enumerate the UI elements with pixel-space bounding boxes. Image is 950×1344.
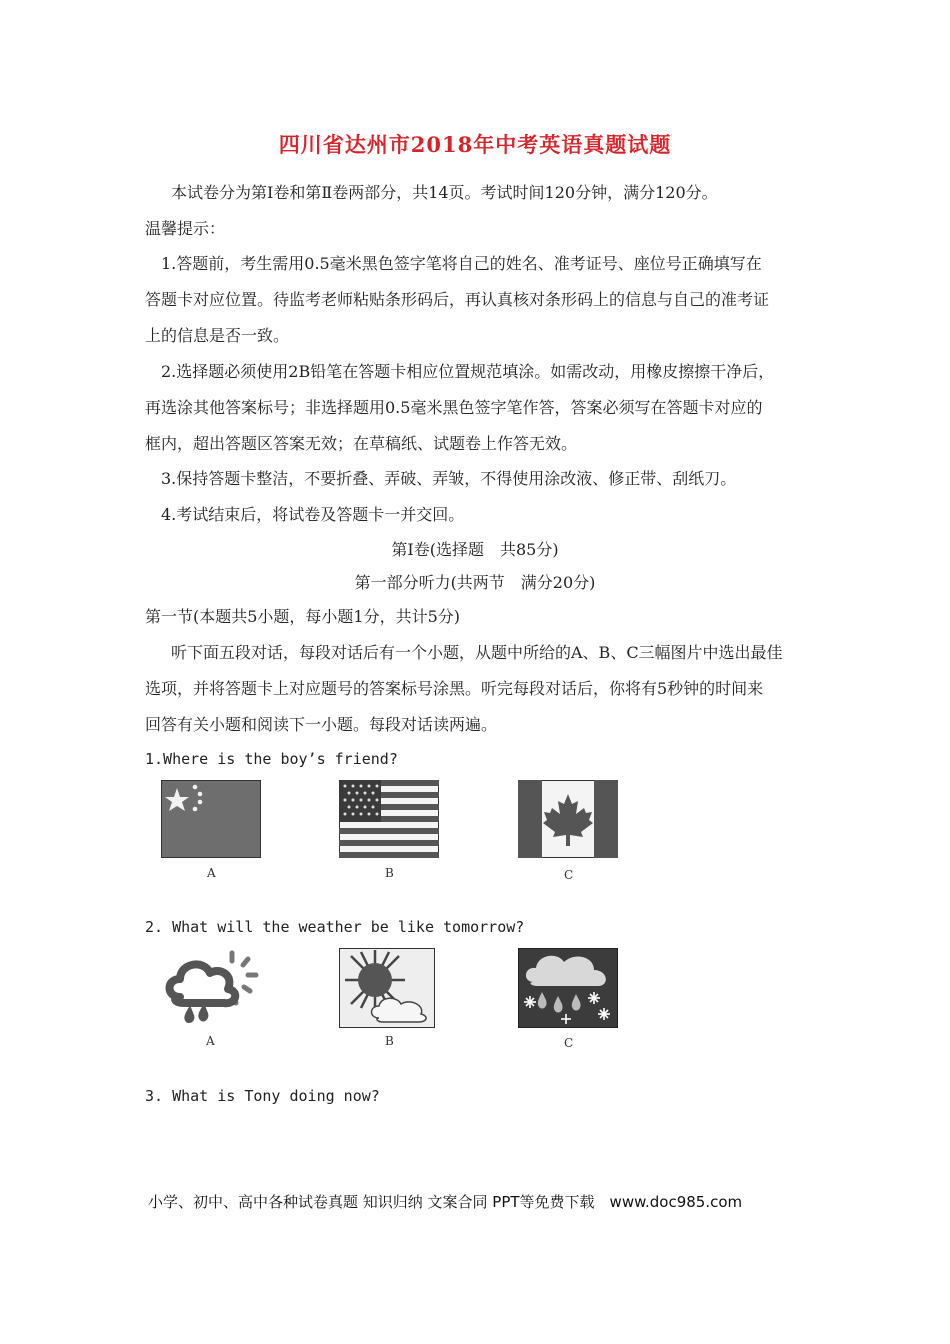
instruction-line: 选项，并将答题卡上对应题号的答案标号涂黑。听完每段对话后，你将有5秒钟的时间来 <box>145 679 764 698</box>
option-label: B <box>385 866 394 880</box>
intro-text: 本试卷分为第Ⅰ卷和第Ⅱ卷两部分，共14页。考试时间120分钟，满分120分。 <box>171 183 718 202</box>
option-label: A <box>206 1034 215 1048</box>
tip-line: 再选涂其他答案标号；非选择题用0.5毫米黑色签字笔作答，答案必须写在答题卡对应的 <box>145 398 763 417</box>
tips-heading: 温馨提示： <box>145 219 226 238</box>
option-label: C <box>564 1036 574 1050</box>
question-2-text: 2. What will the weather be like tomorrow? <box>145 918 525 936</box>
snow-cloud-icon <box>518 948 618 1028</box>
page-title: 四川省达州市2018年中考英语真题试题 <box>278 132 672 157</box>
volume-heading: 第Ⅰ卷(选择题 共85分) <box>391 540 559 559</box>
tip-line: 1.答题前，考生需用0.5毫米黑色签字笔将自己的姓名、准考证号、座位号正确填写在 <box>161 254 762 273</box>
question-1-text: 1.Where is the boy’s friend? <box>145 750 398 768</box>
instruction-line: 听下面五段对话，每段对话后有一个小题，从题中所给的A、B、C三幅图片中选出最佳 <box>171 643 783 662</box>
footer-text: 小学、初中、高中各种试卷真题 知识归纳 文案合同 PPT等免费下载 www.doc985.com <box>148 1193 743 1211</box>
option-label: A <box>207 866 216 880</box>
tip-line: 框内，超出答题区答案无效；在草稿纸、试题卷上作答无效。 <box>145 434 578 453</box>
sunny-cloud-icon <box>339 948 435 1028</box>
section-heading: 第一节(本题共5小题，每小题1分，共计5分) <box>145 607 461 626</box>
option-label: B <box>385 1034 394 1048</box>
tip-line: 3.保持答题卡整洁，不要折叠、弄破、弄皱，不得使用涂改液、修正带、刮纸刀。 <box>161 469 737 488</box>
tip-line: 4.考试结束后，将试卷及答题卡一并交回。 <box>161 505 465 524</box>
tip-line: 2.选择题必须使用2B铅笔在答题卡相应位置规范填涂。如需改动，用橡皮擦擦干净后， <box>161 362 775 381</box>
option-label: C <box>564 868 574 882</box>
part-heading: 第一部分听力(共两节 满分20分) <box>354 573 596 592</box>
usa-flag-icon <box>339 780 439 858</box>
tip-line: 上的信息是否一致。 <box>145 326 290 345</box>
rain-cloud-sun-icon <box>160 947 264 1027</box>
china-flag-icon <box>161 780 261 858</box>
question-3-text: 3. What is Tony doing now? <box>145 1087 380 1105</box>
instruction-line: 回答有关小题和阅读下一小题。每段对话读两遍。 <box>145 715 498 734</box>
canada-flag-icon <box>518 780 618 858</box>
tip-line: 答题卡对应位置。待监考老师粘贴条形码后，再认真核对条形码上的信息与自己的准考证 <box>145 290 770 309</box>
